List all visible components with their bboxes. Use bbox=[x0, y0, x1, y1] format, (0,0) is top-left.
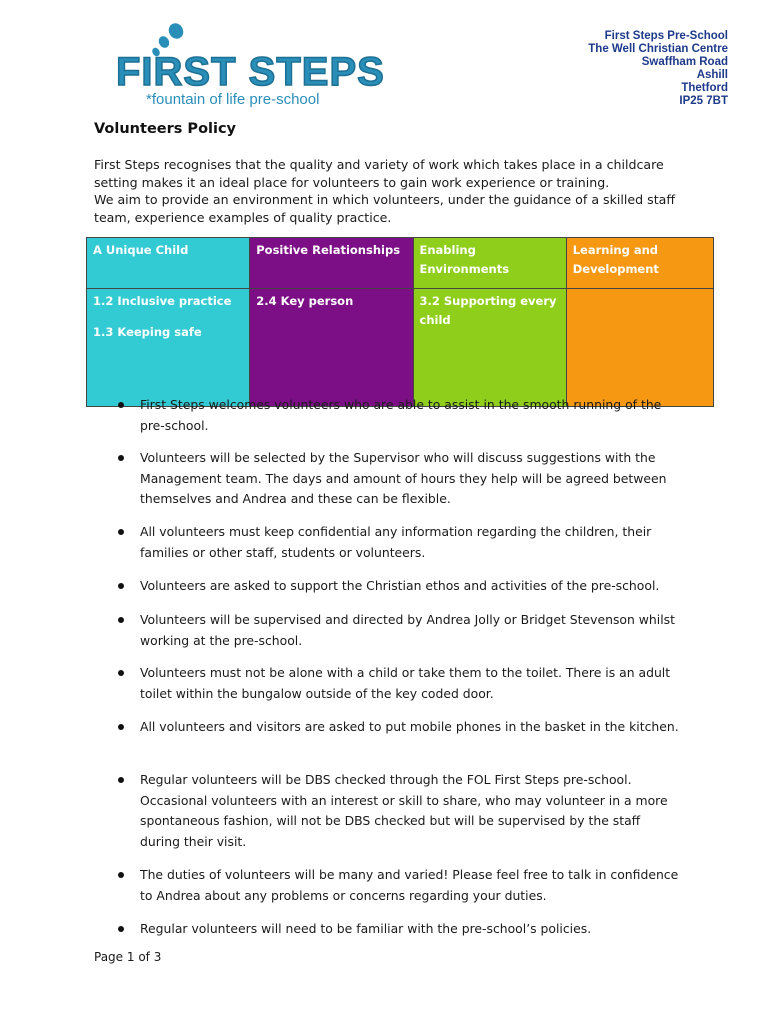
list-item-text: All volunteers must keep confidential any information regarding the children, their families or other staff, students or volunteers. bbox=[140, 524, 652, 560]
page-number: Page 1 of 3 bbox=[94, 950, 162, 964]
list-item bbox=[140, 865, 680, 906]
list-item-text: The duties of volunteers will be many and varied! Please feel free to talk in confidence to Andrea about any problems or concerns regarding your duties. bbox=[140, 867, 679, 903]
bullet-icon bbox=[118, 617, 124, 623]
bullet-icon bbox=[118, 402, 124, 408]
address-line: Ashill bbox=[696, 69, 728, 81]
header-positive-relationships: Positive Relationships bbox=[250, 238, 413, 289]
bullet-icon bbox=[118, 529, 124, 535]
intro-paragraph: First Steps recognises that the quality and variety of work which takes place in a childcare setting makes it an ideal place for volunteers to gain work experience or training. bbox=[94, 157, 664, 190]
header-enabling-environments: Enabling Environments bbox=[413, 238, 566, 289]
list-item-text: Volunteers will be supervised and directed by Andrea Jolly or Bridget Stevenson whilst working at the pre-school. bbox=[140, 612, 675, 648]
bullet-icon bbox=[118, 872, 124, 878]
list-item-text: Volunteers will be selected by the Supervisor who will discuss suggestions with the Management team. The days and amount of hours they help will be agreed between themselves and Andrea and these can be flexible. bbox=[140, 450, 667, 506]
list-item-text: First Steps welcomes volunteers who are able to assist in the smooth running of the pre-school. bbox=[140, 397, 662, 433]
intro-paragraph: We aim to provide an environment in which volunteers, under the guidance of a skilled staff team, experience examples of quality practice. bbox=[94, 192, 676, 225]
bullet-icon bbox=[118, 724, 124, 730]
school-address bbox=[588, 30, 728, 108]
list-item bbox=[140, 448, 680, 510]
address-line: Thetford bbox=[681, 82, 728, 94]
bullet-icon bbox=[118, 926, 124, 932]
list-item bbox=[140, 770, 680, 852]
first-steps-logo bbox=[116, 22, 385, 108]
bullet-icon bbox=[118, 777, 124, 783]
bullet-icon bbox=[118, 583, 124, 589]
bullet-icon bbox=[118, 455, 124, 461]
list-item bbox=[140, 663, 680, 704]
list-item-text: Volunteers are asked to support the Christian ethos and activities of the pre-school. bbox=[140, 578, 660, 593]
logo-tagline: *fountain of life pre-school bbox=[146, 91, 320, 108]
cell-enabling-environments: 3.2 Supporting every child bbox=[413, 289, 566, 407]
list-item bbox=[140, 919, 680, 940]
intro-text bbox=[94, 156, 694, 226]
list-item bbox=[140, 522, 680, 563]
cell-text: 1.2 Inclusive practice bbox=[93, 294, 232, 308]
address-line: First Steps Pre-School bbox=[604, 30, 728, 42]
document-title: Volunteers Policy bbox=[94, 121, 237, 137]
eyfs-themes-table bbox=[86, 237, 714, 407]
cell-learning-development bbox=[566, 289, 713, 407]
header-unique-child: A Unique Child bbox=[87, 238, 250, 289]
list-item bbox=[140, 717, 680, 738]
address-line: The Well Christian Centre bbox=[588, 43, 728, 55]
logo-wordmark: FIRST STEPS bbox=[116, 50, 385, 94]
address-line: Swaffham Road bbox=[641, 56, 728, 68]
list-item-text: All volunteers and visitors are asked to put mobile phones in the basket in the kitchen. bbox=[140, 719, 679, 734]
list-item-text: Regular volunteers will need to be familiar with the pre-school’s policies. bbox=[140, 921, 592, 936]
cell-unique-child bbox=[87, 289, 250, 407]
header-learning-development: Learning and Development bbox=[566, 238, 713, 289]
table-row bbox=[87, 289, 714, 407]
bullet-icon bbox=[118, 670, 124, 676]
cell-positive-relationships: 2.4 Key person bbox=[250, 289, 413, 407]
address-line: IP25 7BT bbox=[679, 95, 728, 107]
table-header-row bbox=[87, 238, 714, 289]
cell-text: 1.3 Keeping safe bbox=[93, 325, 202, 339]
list-item bbox=[140, 395, 680, 436]
list-item bbox=[140, 610, 680, 651]
list-item-text: Regular volunteers will be DBS checked through the FOL First Steps pre-school. Occasional volunteers with an interest or skill to share, who may volunteer in a more spontaneous fashion, will not be DBS checked but will be supervised by the staff during their visit. bbox=[140, 772, 668, 849]
list-item bbox=[140, 576, 680, 597]
list-item-text: Volunteers must not be alone with a child or take them to the toilet. There is an adult toilet within the bungalow outside of the key coded door. bbox=[140, 665, 671, 701]
